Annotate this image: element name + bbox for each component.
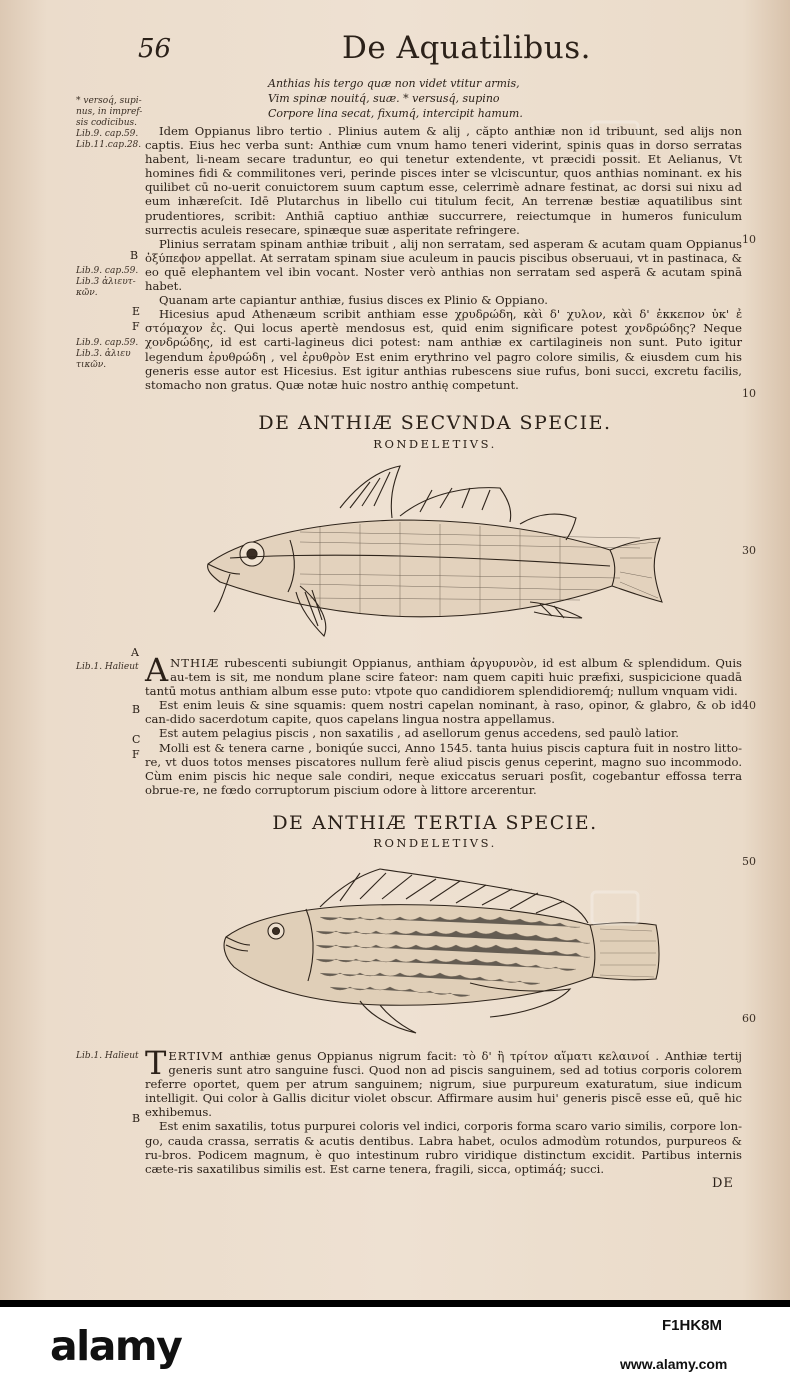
- section-marker: B: [130, 249, 139, 262]
- watermark-icon: [590, 890, 640, 926]
- line-number: 10: [742, 233, 756, 246]
- lead-word: ERTIVM: [168, 1049, 224, 1063]
- paragraph: Est enim saxatilis, totus purpurei coloris vel indici, corporis forma scaro vario similis, corpore lon-go, cauda crassa, serratis & acutis dentibus. Labra habet, oculos admodùm rotundos, purpureos & ru-bros. Podicem magnum, è quo intestinum rubro viridique distinctum excidit. Partibus internis cæte-ris saxatilibus similis est. Est carne tenera, fragili, sicca, optimáq́; succi.: [145, 1119, 742, 1176]
- drop-cap: T: [145, 1044, 167, 1082]
- section-marker: A: [131, 646, 139, 659]
- verse-line: Anthias his tergo quæ non videt vtitur armis,: [268, 77, 520, 90]
- paragraph: Est enim leuis & sine squamis: quem nostri capelan nominant, à raso, opinor, & glabro, & ob id can-dido sacerdotum capite, quos capelans lingua nostra appellamus.: [145, 698, 742, 727]
- line-number: 60: [742, 1012, 756, 1025]
- paragraph: Molli est & tenera carne , boniqúe succi, Anno 1545. tanta huius piscis captura fuit in nostro litto-re, vt duos totos menses piscatores nullum ferè aliud piscis genus ceperint, magno suo incommodo. Cùm enim piscis hic neque sale condiri, neque exiccatus seruari posſit, cogebantur effossa terra obrue-re, ne fœdo corruptorum piscium odore à littore arcerentur.: [145, 740, 742, 797]
- drop-cap: A: [145, 651, 169, 689]
- margin-note: Lib.1. Halieut: [76, 662, 139, 672]
- section-marker: E: [132, 305, 141, 318]
- body-text-section-1: [145, 124, 742, 392]
- paragraph: TERTIVM anthiæ genus Oppianus nigrum facit: τὸ δ' ἢ τρίτον αἵματι κελαινοί . Anthiæ tertij generis sunt atro sanguine fusci. Quod non ad piscis sanguinem, sed ad totius corporis colorem referre oportet, quem per atrum sanguinem; nigrum, siue purpureum exaturatum, siue indicum intelligit. Qui color à Gallis dicitur violet obscur. Affirmare ausim hui' generis piscē esse eū, quē hic exhibemus.: [145, 1044, 742, 1120]
- section-heading: DE ANTHIÆ TERTIA SPECIE.: [272, 812, 598, 834]
- line-number: 40: [742, 699, 756, 712]
- watermark-icon: [590, 120, 640, 156]
- section-heading: DE ANTHIÆ SECVNDA SPECIE.: [258, 412, 612, 434]
- footer-divider: [0, 1300, 790, 1307]
- section-author: RONDELETIVS.: [373, 437, 497, 451]
- margin-note: Lib.9. cap.59. Lib.3 ἁλιευτ- κῶν.: [76, 266, 139, 298]
- body-text-section-3: [145, 1044, 742, 1176]
- section-marker: C: [132, 733, 141, 746]
- lead-word: NTHIÆ: [170, 656, 220, 670]
- paragraph: Idem Oppianus libro tertio . Plinius autem & alij , căpto anthiæ non id tribuunt, sed alijs non captis. Eius hec verba sunt: Anthiæ cum vnum hamo teneri viderint, spinis quas in dorso serratas habent, li-neam secare traduntur, eo qui tenetur extendente, vt præcidi possit. Et Aelianus, Vt homines fidi & commilitones veri, perinde pisces inter se vlciscuntur, quos anthias nominant. ex his quilibet cū no-uerit conuictorem suum captum esse, celerrimè adnare festinat, ac dorsi sui nixu ad eum inhæreſcit. Idē Plutarchus in libello cui titulum fecit, An terrenæ bestiæ aquatilibus sint prudentiores, scribit: Anthiā captiuo anthiæ succurrere, reiectumque in humeros funiculum surrectis aculeis resecare, spinæque suæ asperitate refringere.: [145, 124, 742, 237]
- running-title: De Aquatilibus.: [342, 30, 592, 66]
- section-author: RONDELETIVS.: [373, 836, 497, 850]
- image-id: F1HK8M: [662, 1317, 723, 1334]
- line-number: 10: [742, 387, 756, 400]
- section-marker: B: [132, 1112, 141, 1125]
- site-logo[interactable]: alamy: [50, 1322, 182, 1370]
- site-url[interactable]: www.alamy.com: [620, 1356, 728, 1372]
- section-marker: B: [132, 703, 141, 716]
- stock-footer: [0, 1300, 790, 1390]
- paragraph: Hicesius apud Athenæum scribit anthiam esse χρυδρώδη, κὰὶ δ' χυλον, κὰὶ δ' ἐκκεπον ὐκ' ε̉ στόμαχον ε̉ς. Qui locus apertè mendosus est, quid enim significare potest χονδρώδης? Neque χονδρώδης, id est carti-lagineus dici potest: nam anthiæ ex cartilagineis non sunt. Puto igitur legendum ἐρυθρώδη , vel ἐρυθρὸν Est enim erythrino vel pagro colore similis, & eiusdem cum his generis esse autor est Hicesius. Est igitur anthias rubescens siue rufus, boni succi, excretu facilis, stomacho non gratus. Quæ notæ huic nostro anthię competunt.: [145, 307, 742, 392]
- paragraph: Plinius serratam spinam anthiæ tribuit , alij non serratam, sed asperam & acutam quam Oppianus ὀξύπεϕον appellat. At serratam spinam siue aculeum in paucis piscibus obseruaui, vt in pastinaca, & eo quē elephantem vel ibin vocant. Noster verò anthias non serratam sed asperā & acutam spinā habet.: [145, 236, 742, 294]
- line-number: 30: [742, 544, 756, 557]
- section-marker: F: [132, 320, 140, 333]
- line-number: 50: [742, 855, 756, 868]
- paragraph: Quanam arte capiantur anthiæ, fusius disces ex Plinio & Oppiano.: [159, 293, 548, 308]
- verse-line: Corpore lina secat, fixumq́, intercipit hamum.: [268, 107, 523, 120]
- verse-line: Vim spinæ nouitq́, suæ. * versusq́, supino: [268, 92, 500, 105]
- paragraph: Est autem pelagius piscis , non saxatilis , ad asellorum genus accedens, sed paulò latior.: [159, 726, 679, 741]
- paragraph: ANTHIÆ rubescenti subiungit Oppianus, anthiam ἀργυρυνὸν, id est album & splendidum. Quis au-tem is sit, me nondum plane scire fateor: nam quem capiti huic præfixi, suspicicione quadā tantū motus anthiam album esse puto: vtpote quo candidiorem splendidioremq́; nullum vnquam vidi.: [145, 651, 743, 699]
- margin-note: * versoq́, supi- nus, in impref- sis codicibus. Lib.9. cap.59. Lib.11.cap.28.: [76, 96, 143, 150]
- margin-note: Lib.9. cap.59. Lib.3. ἁλιευ τικῶν.: [76, 338, 139, 370]
- page-number: 56: [138, 34, 172, 64]
- margin-note: Lib.1. Halieut: [76, 1051, 139, 1061]
- section-marker: F: [132, 748, 140, 761]
- catchword: DE: [712, 1176, 734, 1191]
- body-text-section-2: [145, 651, 743, 797]
- anthias-second-species-woodcut: [200, 462, 670, 642]
